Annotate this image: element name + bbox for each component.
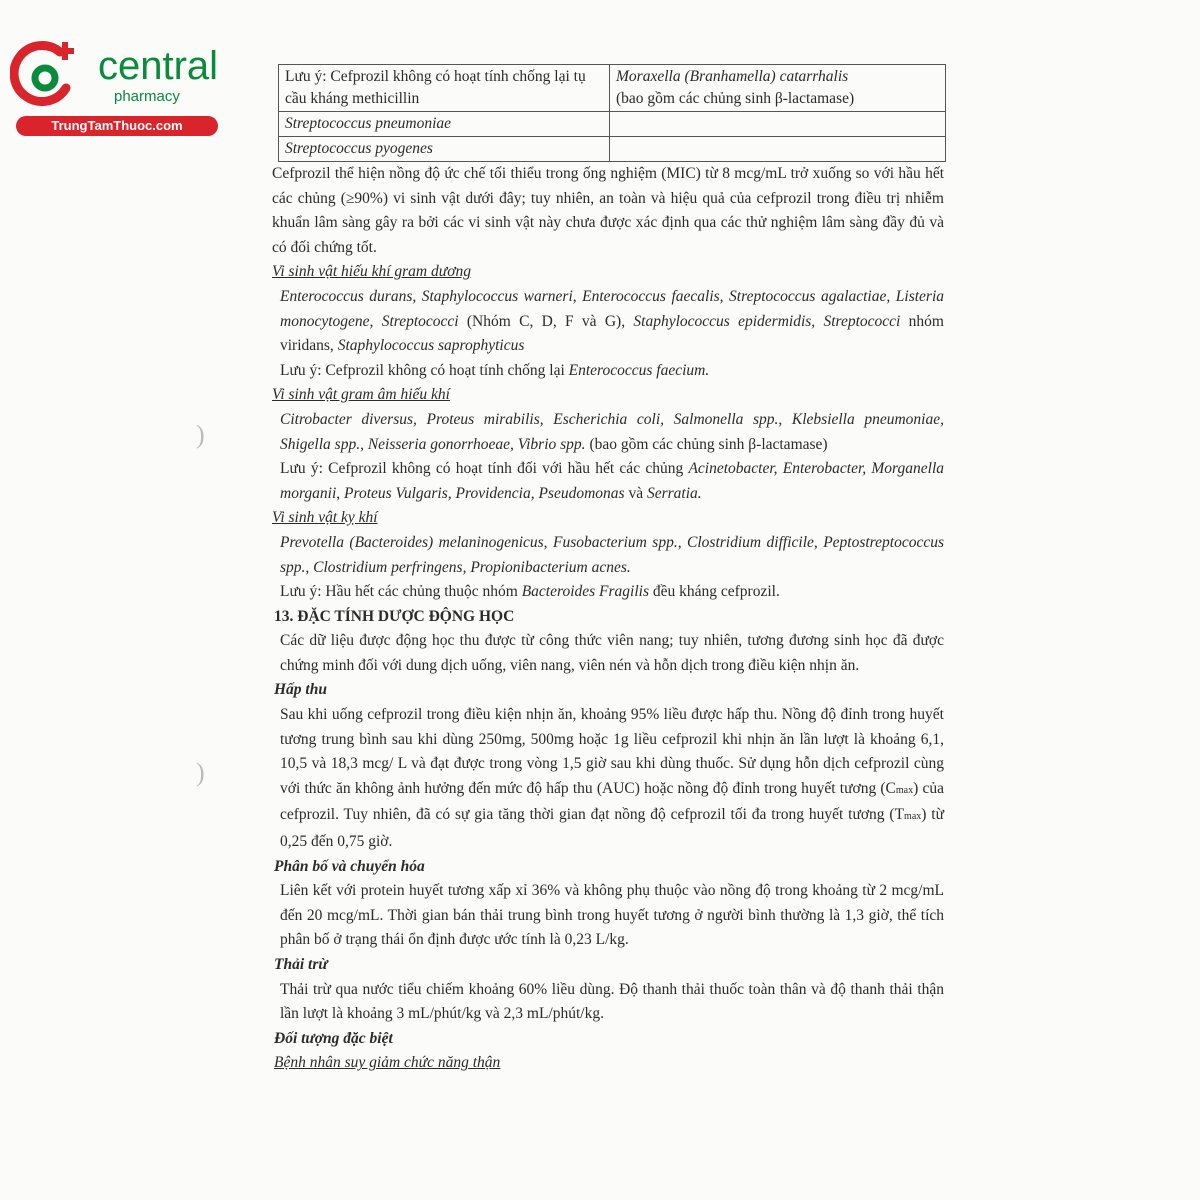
table-cell: Lưu ý: Cefprozil không có hoạt tính chống lại tụ cầu kháng methicillin xyxy=(279,65,610,112)
organism-list: Staphylococcus epidermidis, Streptococci xyxy=(633,312,901,330)
heading-anaerobes: Vi sinh vật kỵ khí xyxy=(272,509,378,527)
organism-table xyxy=(278,64,946,162)
organism-name: Enterococcus faecium. xyxy=(568,361,710,379)
section-13-intro: Các dữ liệu được động học thu được từ công thức viên nang; tuy nhiên, tương đương sinh học đã được chứng minh đối với dung dịch uống, viên nang, viên nén và hỗn dịch trong điều kiện nhịn ăn. xyxy=(280,632,944,674)
text-span: Lưu ý: Cefprozil không có hoạt tính chống lại xyxy=(280,361,569,379)
text-span: nhóm viridans, xyxy=(280,312,944,355)
table-cell xyxy=(279,137,610,162)
table-cell xyxy=(610,137,946,162)
table-row xyxy=(279,137,946,162)
absorption-paragraph xyxy=(272,703,944,855)
text-span: Sau khi uống cefprozil trong điều kiện nhịn ăn, khoảng 95% liều được hấp thu. Nồng độ đỉnh trong huyết tương trung bình sau khi dùng 250mg, 500mg hoặc 1g liều cefprozil khi nhịn ăn lần lượt là khoảng 6,1, 10,5 và 18,3 mcg/ L và đạt được trong vòng 1,5 giờ sau khi dùng thuốc. Sử dụng hỗn dịch cefprozil cùng với thức ăn không ảnh hưởng đến mức độ hấp thu (AUC) hoặc nồng độ đỉnh trong huyết tương (C xyxy=(280,706,944,797)
heading-gram-negative: Vi sinh vật gram âm hiếu khí xyxy=(272,386,450,404)
table-row xyxy=(279,65,946,112)
heading-renal-impairment: Bệnh nhân suy giảm chức năng thận xyxy=(274,1054,501,1072)
organism-name: Moraxella (Branhamella) catarrhalis xyxy=(616,68,849,85)
hole-punch-mark: ) xyxy=(196,420,205,449)
subscript: max xyxy=(895,784,914,796)
gram-positive-note xyxy=(272,359,944,384)
text-span: ) của cefprozil. Tuy nhiên, đã có sự gia tăng thời gian đạt nồng độ cefprozil tối đa trong huyết tương (T xyxy=(280,779,944,824)
text-span: đều kháng cefprozil. xyxy=(649,583,780,601)
organism-list: Enterococcus durans, Staphylococcus warneri, Enterococcus faecalis, Streptococcus agalactiae, Listeria monocytogene, Streptococci xyxy=(280,287,944,330)
heading-distribution: Phân bố và chuyển hóa xyxy=(274,857,425,875)
document-page xyxy=(272,64,944,1076)
table-row xyxy=(279,112,946,137)
heading-elimination: Thải trừ xyxy=(274,956,328,973)
gram-negative-note xyxy=(272,457,944,506)
organism-list: Citrobacter diversus, Proteus mirabilis, Escherichia coli, Salmonella spp., Klebsiella pneumoniae, Shigella spp., Neisseria gonorrhoeae, Vibrio spp. xyxy=(280,410,944,453)
organism-name: Streptococcus pyogenes xyxy=(285,140,433,157)
section-13-title: 13. ĐẶC TÍNH DƯỢC ĐỘNG HỌC xyxy=(274,607,515,625)
anaerobe-note xyxy=(272,580,944,605)
logo-wordmark: central xyxy=(98,44,219,88)
organism-list: Staphylococcus saprophyticus xyxy=(337,337,525,355)
organism-note: (bao gồm các chủng sinh β-lactamase) xyxy=(616,90,855,107)
text-span: (Nhóm C, D, F và G), xyxy=(458,312,634,330)
logo-mark-icon xyxy=(10,38,80,108)
subscript: max xyxy=(904,811,922,823)
table-cell xyxy=(610,112,946,137)
text-span: ) từ 0,25 đến 0,75 giờ. xyxy=(280,806,944,851)
table-cell xyxy=(610,65,946,112)
distribution-paragraph: Liên kết với protein huyết tương xấp xỉ 36% và không phụ thuộc vào nồng độ trong khoảng từ 2 mcg/mL đến 20 mcg/mL. Thời gian bán thải trung bình trong huyết tương ở người bình thường là 1,3 giờ, thể tích phân bố ở trạng thái ổn định được ước tính là 0,23 L/kg. xyxy=(280,882,944,949)
heading-special-populations: Đối tượng đặc biệt xyxy=(274,1029,393,1047)
mic-paragraph: Cefprozil thể hiện nồng độ ức chế tối thiểu trong ống nghiệm (MIC) từ 8 mcg/mL trở xuống so với hầu hết các chủng (≥90%) vi sinh vật dưới đây; tuy nhiên, an toàn và hiệu quả của cefprozil trong điều trị nhiễm khuẩn lâm sàng gây ra bởi các vi sinh vật này chưa được xác định qua các thử nghiệm lâm sàng đầy đủ và có đối chứng tốt. xyxy=(272,165,944,256)
gram-negative-list xyxy=(272,408,944,457)
gram-positive-list xyxy=(272,285,944,359)
organism-name: Bacteroides Fragilis xyxy=(521,583,649,601)
organism-name: Streptococcus pneumoniae xyxy=(285,115,452,132)
text-span: Lưu ý: Cefprozil không có hoạt tính đối với hầu hết các chủng xyxy=(280,460,689,478)
table-cell xyxy=(279,112,610,137)
pharmacy-logo[interactable] xyxy=(10,38,220,138)
hole-punch-mark: ) xyxy=(196,758,205,787)
organism-name: Serratia. xyxy=(646,484,702,502)
logo-subtitle: pharmacy xyxy=(114,88,180,105)
text-span: (bao gồm các chủng sinh β-lactamase) xyxy=(585,435,828,453)
heading-gram-positive: Vi sinh vật hiếu khí gram dương xyxy=(272,263,471,281)
text-span: Lưu ý: Hầu hết các chủng thuộc nhóm xyxy=(280,583,522,601)
organism-list: Acinetobacter, Enterobacter, Morganella morganii, Proteus Vulgaris, Providencia, Pseudomonas xyxy=(280,460,944,502)
text-span: và xyxy=(624,484,647,502)
heading-absorption: Hấp thu xyxy=(274,681,327,699)
anaerobe-list xyxy=(272,531,944,580)
elimination-paragraph: Thải trừ qua nước tiểu chiếm khoảng 60% liều dùng. Độ thanh thải thuốc toàn thân và độ thanh thải thận lần lượt là khoảng 3 mL/phút/kg và 2,3 mL/phút/kg. xyxy=(280,980,944,1023)
logo-site-badge: TrungTamThuoc.com xyxy=(16,116,218,136)
organism-list: Prevotella (Bacteroides) melaninogenicus, Fusobacterium spp., Clostridium difficile, Peptostreptococcus spp., Clostridium perfringens, Propionibacterium acnes. xyxy=(280,533,944,576)
